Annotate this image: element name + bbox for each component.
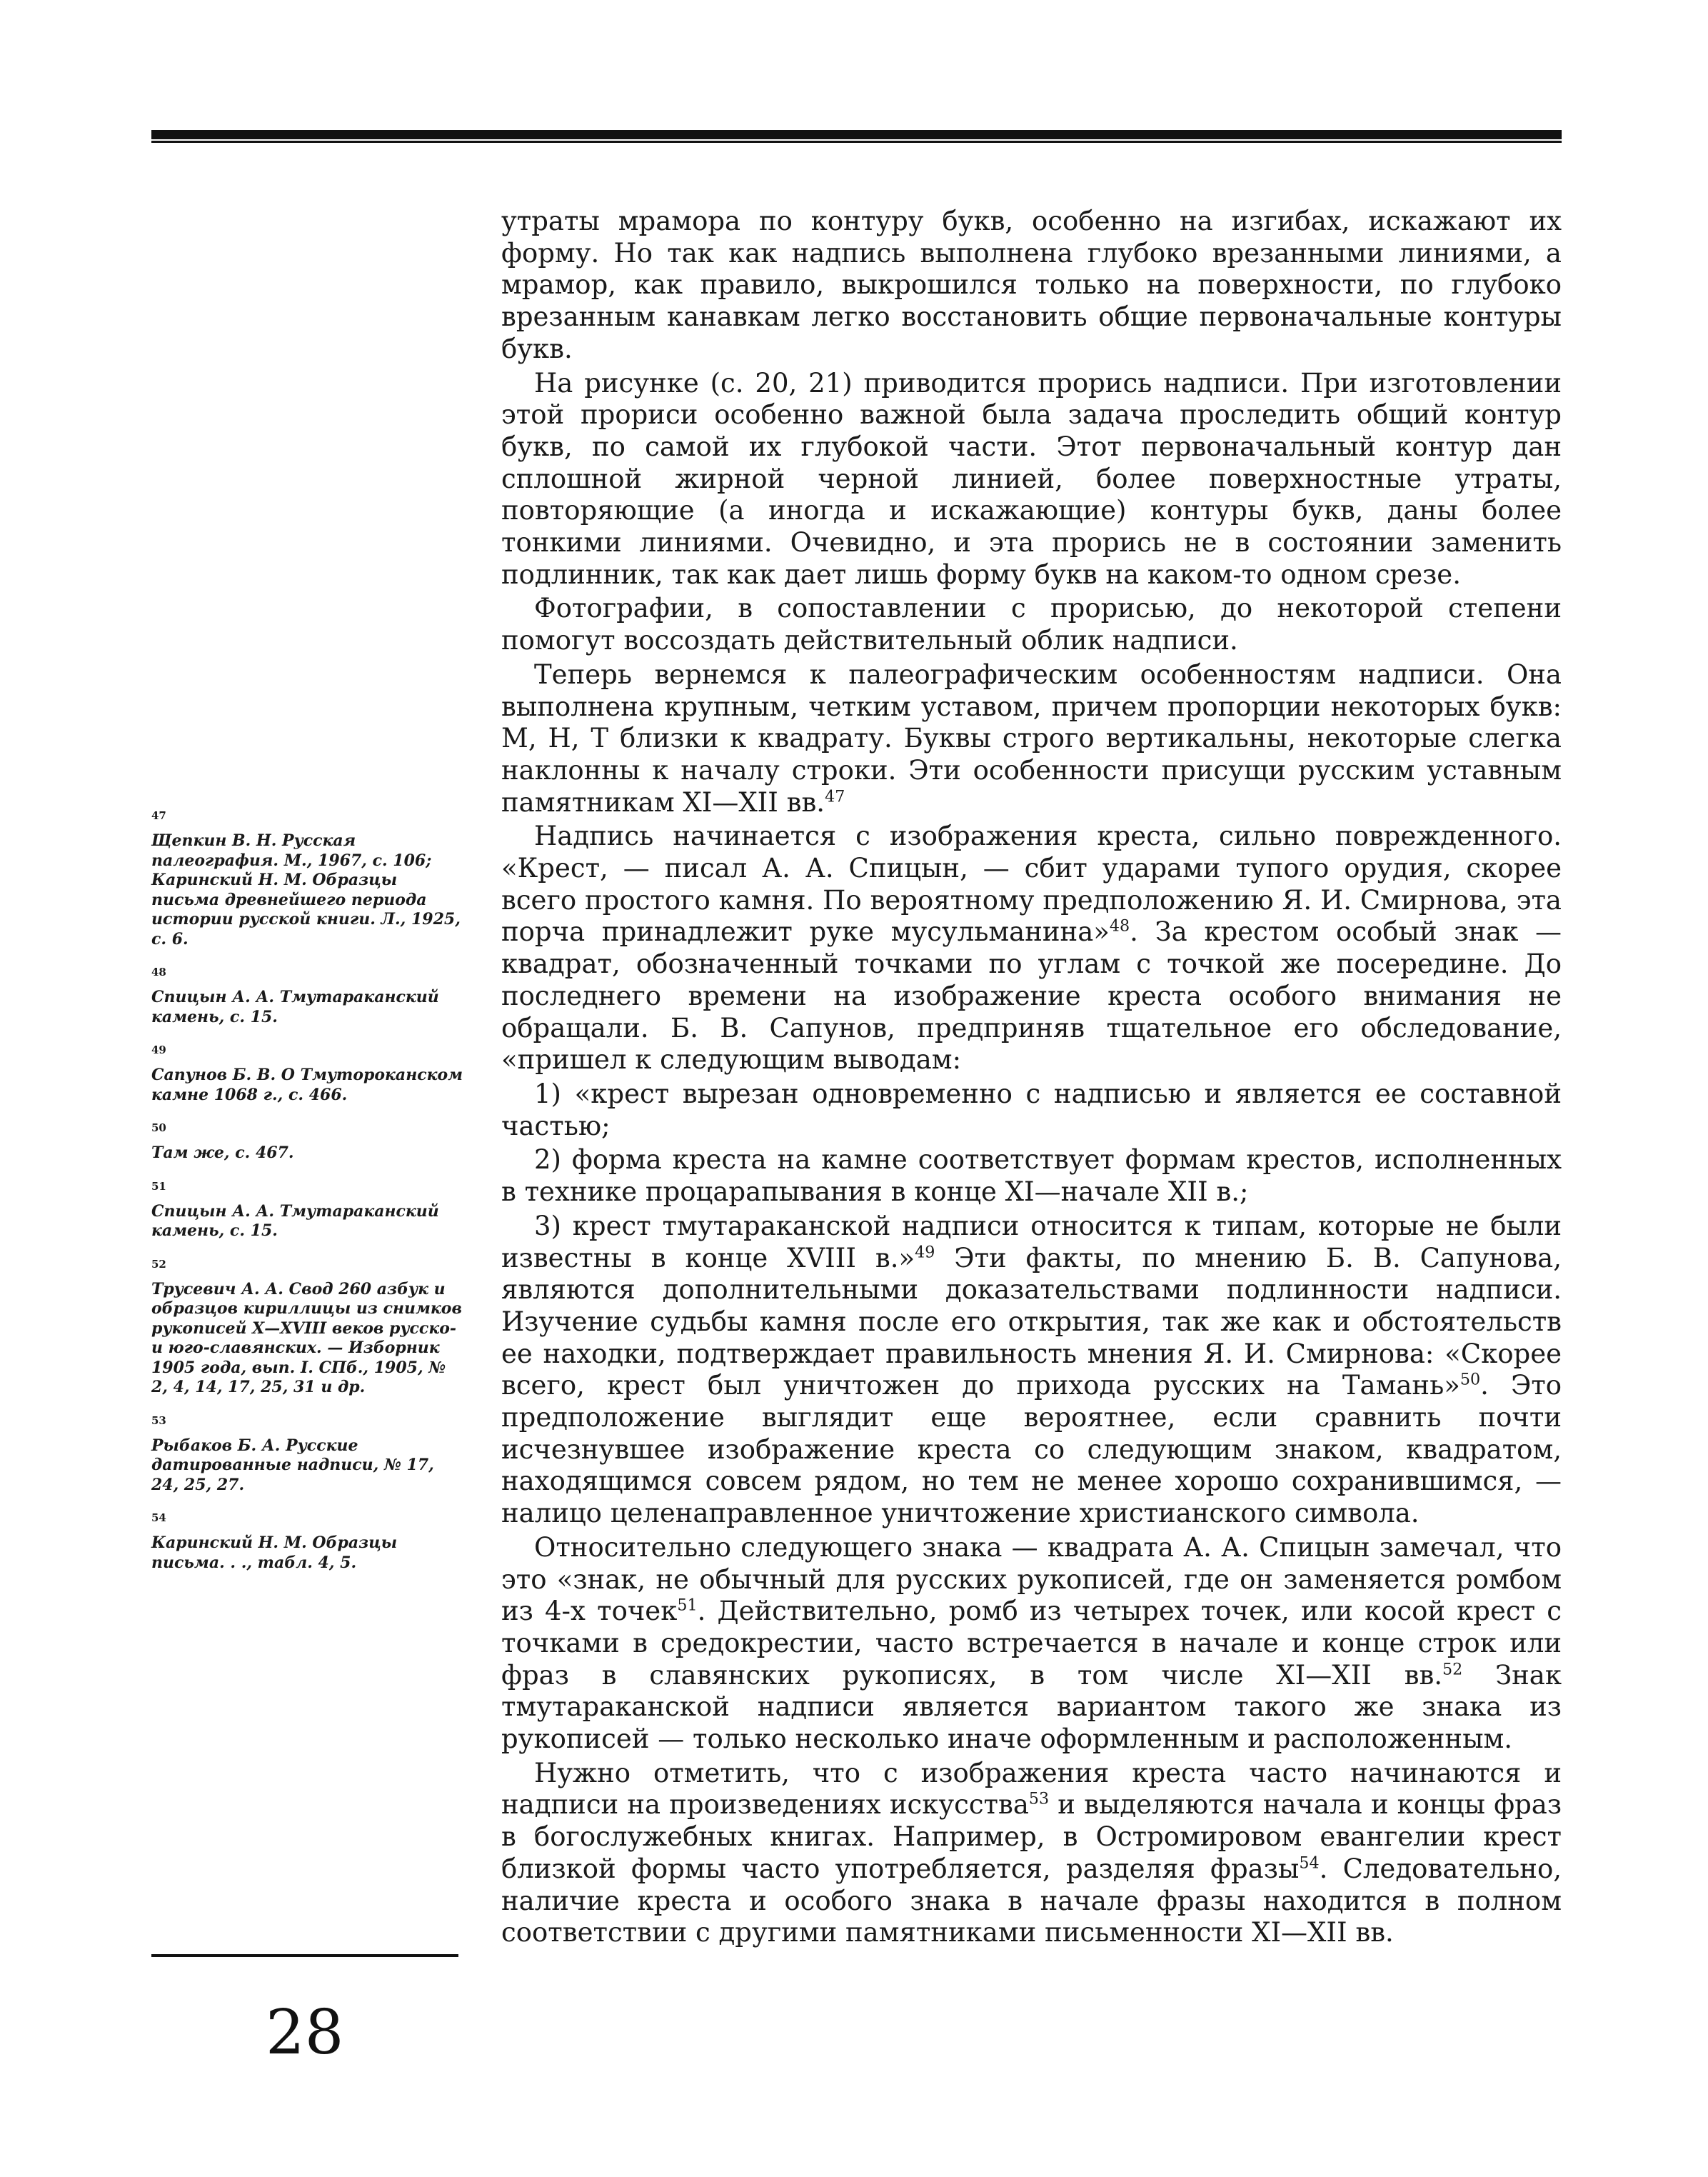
paragraph-6 xyxy=(501,1079,1562,1142)
footnote xyxy=(151,965,464,1027)
page-number: 28 xyxy=(266,1997,344,2068)
footnote-text: Спицын А. А. Тмутараканский камень, с. 15. xyxy=(151,1201,439,1240)
footnote-number: 48 xyxy=(151,966,166,979)
footnote-ref: 54 xyxy=(1299,1853,1320,1873)
footnote-number: 51 xyxy=(151,1179,166,1193)
paragraph-text: и выделяются начала и концы фраз в богослужебных книгах. Например, в Остромировом евангелии крест близкой формы часто употребляется, разделяя фразы xyxy=(501,1789,1562,1884)
footnote-number: 53 xyxy=(151,1413,166,1427)
footnotes-sidebar xyxy=(151,809,464,1588)
footnote xyxy=(151,1257,464,1398)
footnote-number: 52 xyxy=(151,1257,166,1271)
footnote-number: 50 xyxy=(151,1121,166,1134)
footnote xyxy=(151,1121,464,1163)
paragraph-8 xyxy=(501,1211,1562,1530)
paragraph-5 xyxy=(501,821,1562,1076)
paragraph-text: На рисунке (с. 20, 21) приводится прорись надписи. При изготовлении этой прориси особенно важной была задача проследить общий контур букв, по самой их глубокой части. Этот первоначальный контур дан сплошной жирной черной линией, более поверхностные утраты, повторяющие (а иногда и искажающие) контуры букв, даны более тонкими линиями. Очевидно, и эта прорись не в состоянии заменить подлинник, так как дает лишь форму букв на каком-то одном срезе. xyxy=(501,367,1562,590)
footnote-ref: 51 xyxy=(677,1596,698,1615)
paragraph-text: . За крестом особый знак — квадрат, обозначенный точками по углам с точкой же посередине. До последнего времени на изображение креста особого внимания не обращали. Б. В. Сапунов, предприняв тщательное его обследование, «пришел к следующим выводам: xyxy=(501,916,1562,1076)
footnote-ref: 52 xyxy=(1442,1660,1463,1679)
footnote xyxy=(151,1413,464,1496)
paragraph-text: Знак тмутараканской надписи является вариантом такого же знака из рукописей — только несколько иначе оформленным и расположенным. xyxy=(501,1659,1562,1755)
paragraph-text: Эти факты, по мнению Б. В. Сапунова, являются дополнительными доказательствами подлинности надписи. Изучение судьбы камня после его открытия, так же как и обстоятельств ее находки, подтверждает правильность мнения Я. И. Смирнова: «Скорее всего, крест был уничтожен до прихода русских на Тамань» xyxy=(501,1242,1562,1401)
paragraph-text: . Следовательно, наличие креста и особого знака в начале фразы находится в полном соответствии с другими памятниками письменности XI—XII вв. xyxy=(501,1853,1562,1948)
paragraph-text: 2) форма креста на камне соответствует формам крестов, исполненных в технике процарапывания в конце XI—начале XII в.; xyxy=(501,1144,1562,1208)
footnote-number: 49 xyxy=(151,1044,166,1056)
paragraph-3 xyxy=(501,593,1562,656)
paragraph-text: Фотографии, в сопоставлении с прорисью, до некоторой степени помогут воссоздать действительный облик надписи. xyxy=(501,593,1562,656)
footnote-ref: 48 xyxy=(1109,917,1130,936)
paragraph-10 xyxy=(501,1758,1562,1949)
header-rule xyxy=(151,130,1562,139)
footnote-ref: 49 xyxy=(915,1243,935,1262)
footnote xyxy=(151,809,464,949)
paragraph-1 xyxy=(501,206,1562,366)
paragraph-text: 1) «крест вырезан одновременно с надписью и является ее составной частью; xyxy=(501,1078,1562,1141)
main-text-column xyxy=(501,206,1562,1951)
footnote-ref: 53 xyxy=(1028,1790,1050,1809)
paragraph-9 xyxy=(501,1532,1562,1756)
footnote-text: Трусевич А. А. Свод 260 азбук и образцов кириллицы из снимков рукописей X—XVIII веков русско- и юго-славянских. — Изборник 1905 года, вып. I. СПб., 1905, № 2, 4, 14, 17, 25, 31 и др. xyxy=(151,1279,462,1396)
footnote-text: Спицын А. А. Тмутараканский камень, с. 15. xyxy=(151,988,439,1026)
footnote-number: 47 xyxy=(151,809,166,822)
paragraph-text: Нужно отметить, что с изображения креста часто начинаются и надписи на произведениях искусства xyxy=(501,1757,1562,1821)
paragraph-text: 3) крест тмутараканской надписи относится к типам, которые не были известны в конце XVIII в.» xyxy=(501,1210,1562,1273)
footnote-text: Каринский Н. М. Образцы письма. . ., табл. 4, 5. xyxy=(151,1533,398,1572)
paragraph-2 xyxy=(501,368,1562,591)
paragraph-4 xyxy=(501,659,1562,819)
footnote-text: Рыбаков Б. А. Русские датированные надписи, № 17, 24, 25, 27. xyxy=(151,1436,434,1494)
paragraph-text: . Действительно, ромб из четырех точек, или косой крест с точками в средокрестии, часто встречается в начале и конце строк или фраз в славянских рукописях, в том числе XI—XII вв. xyxy=(501,1596,1562,1691)
footnote xyxy=(151,1043,464,1105)
footnote-text: Щепкин В. Н. Русская палеография. М., 1967, с. 106; Каринский Н. М. Образцы письма древнейшего периода истории русской книги. Л., 1925, с. 6. xyxy=(151,831,461,949)
footnote xyxy=(151,1179,464,1241)
footnote-ref: 47 xyxy=(825,787,845,806)
paragraph-text: Относительно следующего знака — квадрата А. А. Спицын замечал, что это «знак, не обычный для русских рукописей, где он заменяется ромбом из 4-х точек xyxy=(501,1531,1562,1627)
paragraph-text: утраты мрамора по контуру букв, особенно на изгибах, искажают их форму. Но так как надпись выполнена глубоко врезанными линиями, а мрамор, как правило, выкрошился только на поверхности, по глубоко врезанным канавкам легко восстановить общие первоначальные контуры букв. xyxy=(501,206,1562,364)
paragraph-text: Теперь вернемся к палеографическим особенностям надписи. Она выполнена крупным, четким уставом, причем пропорции некоторых букв: М, Н, Т близки к квадрату. Буквы строго вертикальны, некоторые слегка наклонны к началу строки. Эти особенности присущи русским уставным памятникам XI—XII вв. xyxy=(501,659,1562,818)
paragraph-text: . Это предположение выглядит еще вероятнее, если сравнить почти исчезнувшее изображение креста со следующим знаком, квадратом, находящимся совсем рядом, но тем не менее хорошо сохранившимся, — налицо целенаправленное уничтожение христианского символа. xyxy=(501,1370,1562,1529)
sidebar-bottom-rule xyxy=(151,1954,458,1957)
paragraph-7 xyxy=(501,1144,1562,1208)
footnote-text: Сапунов Б. В. О Тмутороканском камне 1068 г., с. 466. xyxy=(151,1066,463,1104)
footnote-text: Там же, с. 467. xyxy=(151,1143,294,1162)
footnote-ref: 50 xyxy=(1460,1370,1481,1389)
paragraph-text: Надпись начинается с изображения креста, сильно поврежденного. «Крест, — писал А. А. Спицын, — сбит ударами тупого орудия, скорее всего простого камня. По вероятному предположению Я. И. Смирнова, эта порча принадлежит руке мусульманина» xyxy=(501,821,1562,948)
footnote-number: 54 xyxy=(151,1511,166,1524)
footnote xyxy=(151,1511,464,1573)
